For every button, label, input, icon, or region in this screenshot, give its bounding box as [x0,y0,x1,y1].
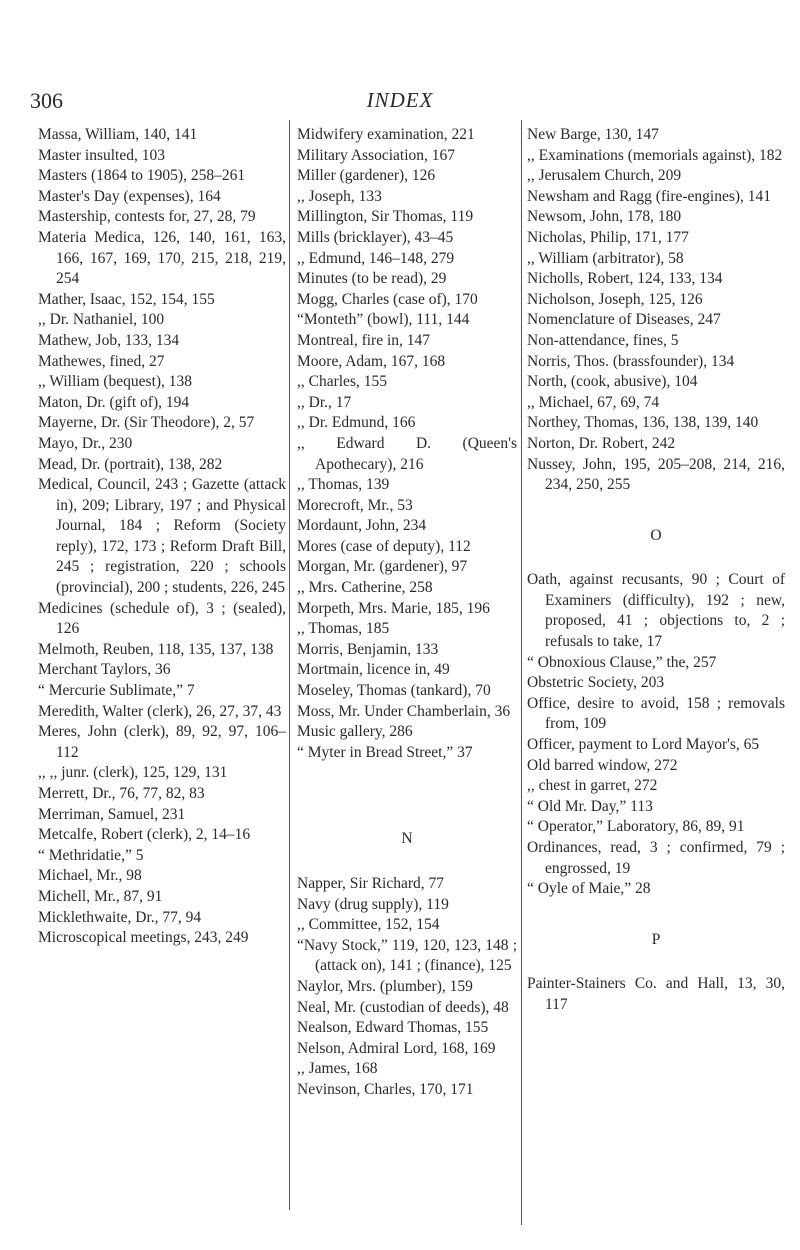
index-entry: Morpeth, Mrs. Marie, 185, 196 [297,599,490,617]
index-entry: Norris, Thos. (brassfounder), 134 [527,352,735,370]
index-entry: Norton, Dr. Robert, 242 [527,434,676,452]
index-entry: Mores (case of deputy), 112 [297,537,471,555]
index-entry: Maton, Dr. (gift of), 194 [38,393,190,411]
index-entry: Old barred window, 272 [527,756,678,774]
index-entry: Neal, Mr. (custodian of deeds), 48 [297,998,509,1016]
index-entry: Mead, Dr. (portrait), 138, 282 [38,455,223,473]
index-entry: Mordaunt, John, 234 [297,517,427,535]
index-entry: Materia Medica, 126, 140, 161, 163, 166, 167, 169, 170, 215, 218, 219, 254 [38,228,286,288]
index-entry: Moseley, Thomas (tankard), 70 [297,682,491,700]
index-entry: ,, Charles, 155 [297,373,387,391]
index-column-2 [297,125,517,1101]
index-entry: Officer, payment to Lord Mayor's, 65 [527,736,760,754]
index-entry: ,, Thomas, 139 [297,476,390,494]
index-entry: Micklethwaite, Dr., 77, 94 [38,908,202,926]
index-entry: “Navy Stock,” 119, 120, 123, 148 ; (attack on), 141 ; (finance), 125 [297,936,517,975]
running-head: INDEX [366,88,434,112]
page-number: 306 [30,88,63,113]
index-entry: ,, Michael, 67, 69, 74 [527,393,660,411]
index-entry: “Monteth” (bowl), 111, 144 [297,311,470,329]
index-entry: Napper, Sir Richard, 77 [297,875,445,892]
index-entry: Nicholls, Robert, 124, 133, 134 [527,270,723,288]
index-entry: North, (cook, abusive), 104 [527,373,698,391]
index-entry: Painter-Stainers Co. and Hall, 13, 30, 117 [527,975,785,1013]
index-entry: Non-attendance, fines, 5 [527,331,679,349]
index-entry: ,, Dr., 17 [297,393,352,411]
column-rule [521,120,522,1225]
index-entry: Minutes (to be read), 29 [297,270,447,288]
index-entry: Mayo, Dr., 230 [38,434,133,452]
index-entry: Mather, Isaac, 152, 154, 155 [38,290,215,308]
index-entry: Millington, Sir Thomas, 119 [297,208,474,226]
index-entry: Office, desire to avoid, 158 ; removals from, 109 [527,694,785,733]
index-entry: ,, Committee, 152, 154 [297,916,440,934]
column-rule [289,120,290,1210]
index-entry: ,, Edward D. (Queen's Apothecary), 216 [297,434,517,473]
index-entry: Midwifery examination, 221 [297,126,475,143]
index-entry: Mastership, contests for, 27, 28, 79 [38,208,256,226]
index-entry: Microscopical meetings, 243, 249 [38,929,249,947]
index-entry: Masters (1864 to 1905), 258–261 [38,167,246,185]
index-entry: Nicholas, Philip, 171, 177 [527,228,689,246]
index-entry: Newsham and Ragg (fire-engines), 141 [527,187,772,205]
index-entry: Military Association, 167 [297,146,456,164]
index-entry: New Barge, 130, 147 [527,126,659,143]
index-entry: Medical, Council, 243 ; Gazette (attack in), 209; Library, 197 ; and Physical Journal, 184 ; Reform (Society reply), 172, 173 ; Reform Draft Bill, 245 ; registration, 220 ; schools (provincial), 200 ; students, 226, 245 [38,476,286,597]
index-entry: Morecroft, Mr., 53 [297,496,413,514]
index-entry: Master's Day (expenses), 164 [38,187,221,205]
index-entry: “ Mercurie Sublimate,” 7 [38,682,195,700]
index-entry: Ordinances, read, 3 ; confirmed, 79 ; engrossed, 19 [527,839,785,877]
index-entry: Mortmain, licence in, 49 [297,661,450,679]
index-entry: ,, William (arbitrator), 58 [527,249,684,267]
index-column-1 [38,125,286,949]
index-entry: Northey, Thomas, 136, 138, 139, 140 [527,414,759,432]
index-entry: Moss, Mr. Under Chamberlain, 36 [297,702,511,720]
index-entry: ,, Examinations (memorials against), 182 [527,146,783,164]
section-letter: P [651,930,661,948]
index-entry: Nussey, John, 195, 205–208, 214, 216, 234, 250, 255 [527,455,785,494]
index-entry: Meredith, Walter (clerk), 26, 27, 37, 43 [38,702,282,720]
index-column-3 [527,125,785,1016]
index-entry: ,, ,, junr. (clerk), 125, 129, 131 [38,764,228,782]
index-entry: ,, Joseph, 133 [297,187,382,205]
index-entry: Music gallery, 286 [297,723,413,741]
index-entry: ,, Thomas, 185 [297,620,390,638]
index-entry: Massa, William, 140, 141 [38,126,198,143]
index-entry: ,, James, 168 [297,1060,378,1078]
index-entry: Moore, Adam, 167, 168 [297,352,446,370]
index-entry: “ Old Mr. Day,” 113 [527,797,653,815]
index-entry: Melmoth, Reuben, 118, 135, 137, 138 [38,640,274,658]
index-entry: Mathew, Job, 133, 134 [38,331,180,349]
index-entry: Newsom, John, 178, 180 [527,208,682,226]
index-entry: ,, Jerusalem Church, 209 [527,167,682,185]
section-letter: N [401,830,413,848]
index-entry: “ Obnoxious Clause,” the, 257 [527,653,717,671]
index-entry: Nicholson, Joseph, 125, 126 [527,290,703,308]
index-entry: Michael, Mr., 98 [38,867,142,885]
index-entry: ,, Dr. Nathaniel, 100 [38,311,165,329]
index-entry: Oath, against recusants, 90 ; Court of Examiners (difficulty), 192 ; new, proposed, 41 ; objections to, 2 ; refusals to take, 17 [527,571,785,651]
index-entry: Merriman, Samuel, 231 [38,805,186,823]
index-entry: Mills (bricklayer), 43–45 [297,228,454,246]
index-entry: Merrett, Dr., 76, 77, 82, 83 [38,785,205,802]
index-entry: Master insulted, 103 [38,146,165,164]
index-entry: ,, Dr. Edmund, 166 [297,414,416,432]
index-entry: Mathewes, fined, 27 [38,352,165,370]
index-entry: ,, chest in garret, 272 [527,777,658,795]
index-entry: Mogg, Charles (case of), 170 [297,290,478,308]
index-entry: Metcalfe, Robert (clerk), 2, 14–16 [38,826,251,844]
index-entry: ,, William (bequest), 138 [38,373,193,391]
index-entry: Mayerne, Dr. (Sir Theodore), 2, 57 [38,414,255,432]
index-entry: Miller (gardener), 126 [297,167,436,185]
index-entry: Merchant Taylors, 36 [38,661,171,679]
index-entry: “ Operator,” Laboratory, 86, 89, 91 [527,818,745,836]
index-entry: “ Methridatie,” 5 [38,846,144,864]
index-entry: “ Myter in Bread Street,” 37 [297,743,473,761]
index-entry: Nealson, Edward Thomas, 155 [297,1019,489,1037]
index-entry: Medicines (schedule of), 3 ; (sealed), 126 [38,599,286,638]
index-entry: Nomenclature of Diseases, 247 [527,311,721,329]
index-entry: Michell, Mr., 87, 91 [38,887,163,905]
index-entry: Montreal, fire in, 147 [297,331,431,349]
index-entry: ,, Mrs. Catherine, 258 [297,579,433,597]
index-entry: Nelson, Admiral Lord, 168, 169 [297,1039,496,1057]
index-entry: Naylor, Mrs. (plumber), 159 [297,977,473,995]
section-letter: O [650,526,662,544]
index-entry: Morgan, Mr. (gardener), 97 [297,558,468,576]
index-entry: Meres, John (clerk), 89, 92, 97, 106–112 [38,723,286,761]
index-entry: Nevinson, Charles, 170, 171 [297,1080,474,1098]
index-entry: ,, Edmund, 146–148, 279 [297,249,455,267]
index-entry: “ Oyle of Maie,” 28 [527,880,651,898]
index-entry: Navy (drug supply), 119 [297,895,449,913]
index-entry: Obstetric Society, 203 [527,674,665,692]
index-entry: Morris, Benjamin, 133 [297,640,439,658]
